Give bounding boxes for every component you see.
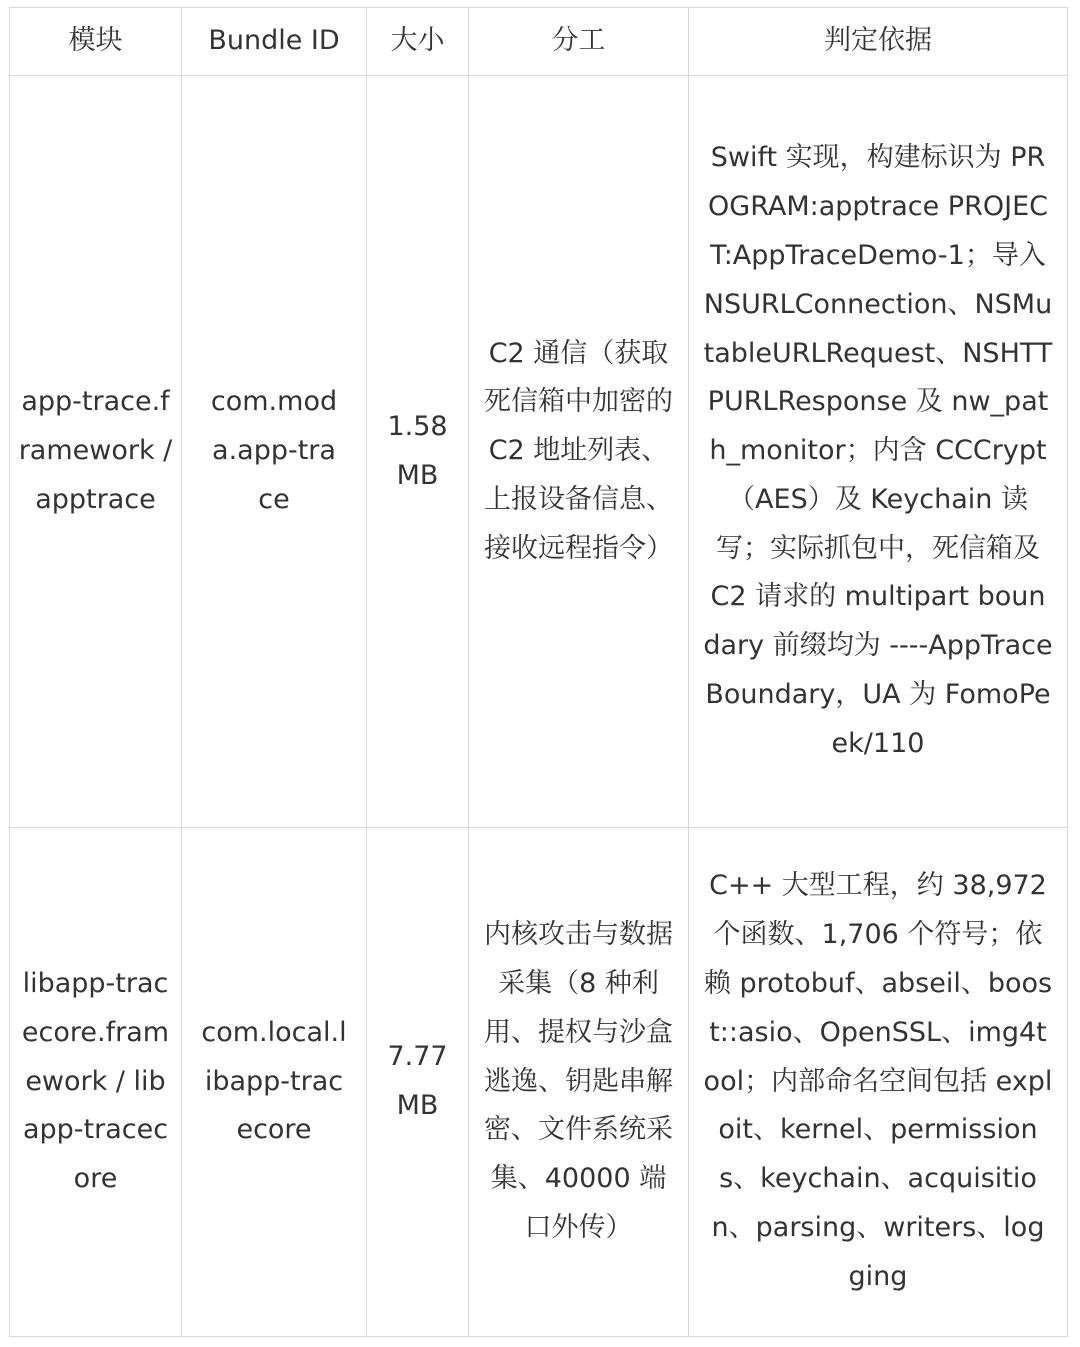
cell-module bbox=[10, 76, 182, 828]
role-text: 内核攻击与数据采集（8 种利用、提权与沙盒逃逸、钥匙串解密、文件系统采集、40000 端口外传） bbox=[484, 919, 673, 1243]
table-row bbox=[10, 828, 1068, 1337]
cell-module bbox=[10, 828, 182, 1337]
cell-bundle-id bbox=[182, 76, 367, 828]
header-basis: 判定依据 bbox=[689, 8, 1068, 76]
cell-role bbox=[469, 76, 689, 828]
basis-text: Swift 实现，构建标识为 PROGRAM:apptrace PROJECT:AppTraceDemo-1；导入 NSURLConnection、NSMutableURLRequest、NSHTTPURLResponse 及 nw_path_monitor；内含 CCCrypt（AES）及 Keychain 读写；实际抓包中，死信箱及 C2 请求的 multipart boundary 前缀均为 ----AppTraceBoundary，UA 为 FomoPeek/110 bbox=[703, 142, 1053, 759]
header-module: 模块 bbox=[10, 8, 182, 76]
header-bundle-id: Bundle ID bbox=[182, 8, 367, 76]
cell-role bbox=[469, 828, 689, 1337]
size-value: 7.77 MB bbox=[387, 1041, 448, 1121]
cell-size bbox=[367, 76, 469, 828]
size-value: 1.58 MB bbox=[387, 410, 448, 491]
bundle-id: com.local.libapp-tracecore bbox=[201, 1016, 347, 1146]
role-text: C2 通信（获取死信箱中加密的 C2 地址列表、上报设备信息、接收远程指令） bbox=[484, 337, 673, 564]
module-name: libapp-tracecore.framework / libapp-tracecore bbox=[21, 968, 170, 1195]
cell-basis bbox=[689, 828, 1068, 1337]
basis-text: C++ 大型工程，约 38,972 个函数、1,706 个符号；依赖 protobuf、abseil、boost::asio、OpenSSL、img4tool；内部命名空间包括 exploit、kernel、permissions、keychain、acquisition、parsing、writers、logging bbox=[703, 870, 1053, 1292]
cell-bundle-id bbox=[182, 828, 367, 1337]
bundle-id: com.moda.app-trace bbox=[210, 386, 338, 515]
table-header-row bbox=[10, 8, 1068, 76]
cell-basis bbox=[689, 76, 1068, 828]
header-size: 大小 bbox=[367, 8, 469, 76]
module-table bbox=[9, 7, 1068, 1337]
table-row bbox=[10, 76, 1068, 828]
cell-size bbox=[367, 828, 469, 1337]
module-name: app-trace.framework / apptrace bbox=[18, 386, 173, 515]
header-role: 分工 bbox=[469, 8, 689, 76]
